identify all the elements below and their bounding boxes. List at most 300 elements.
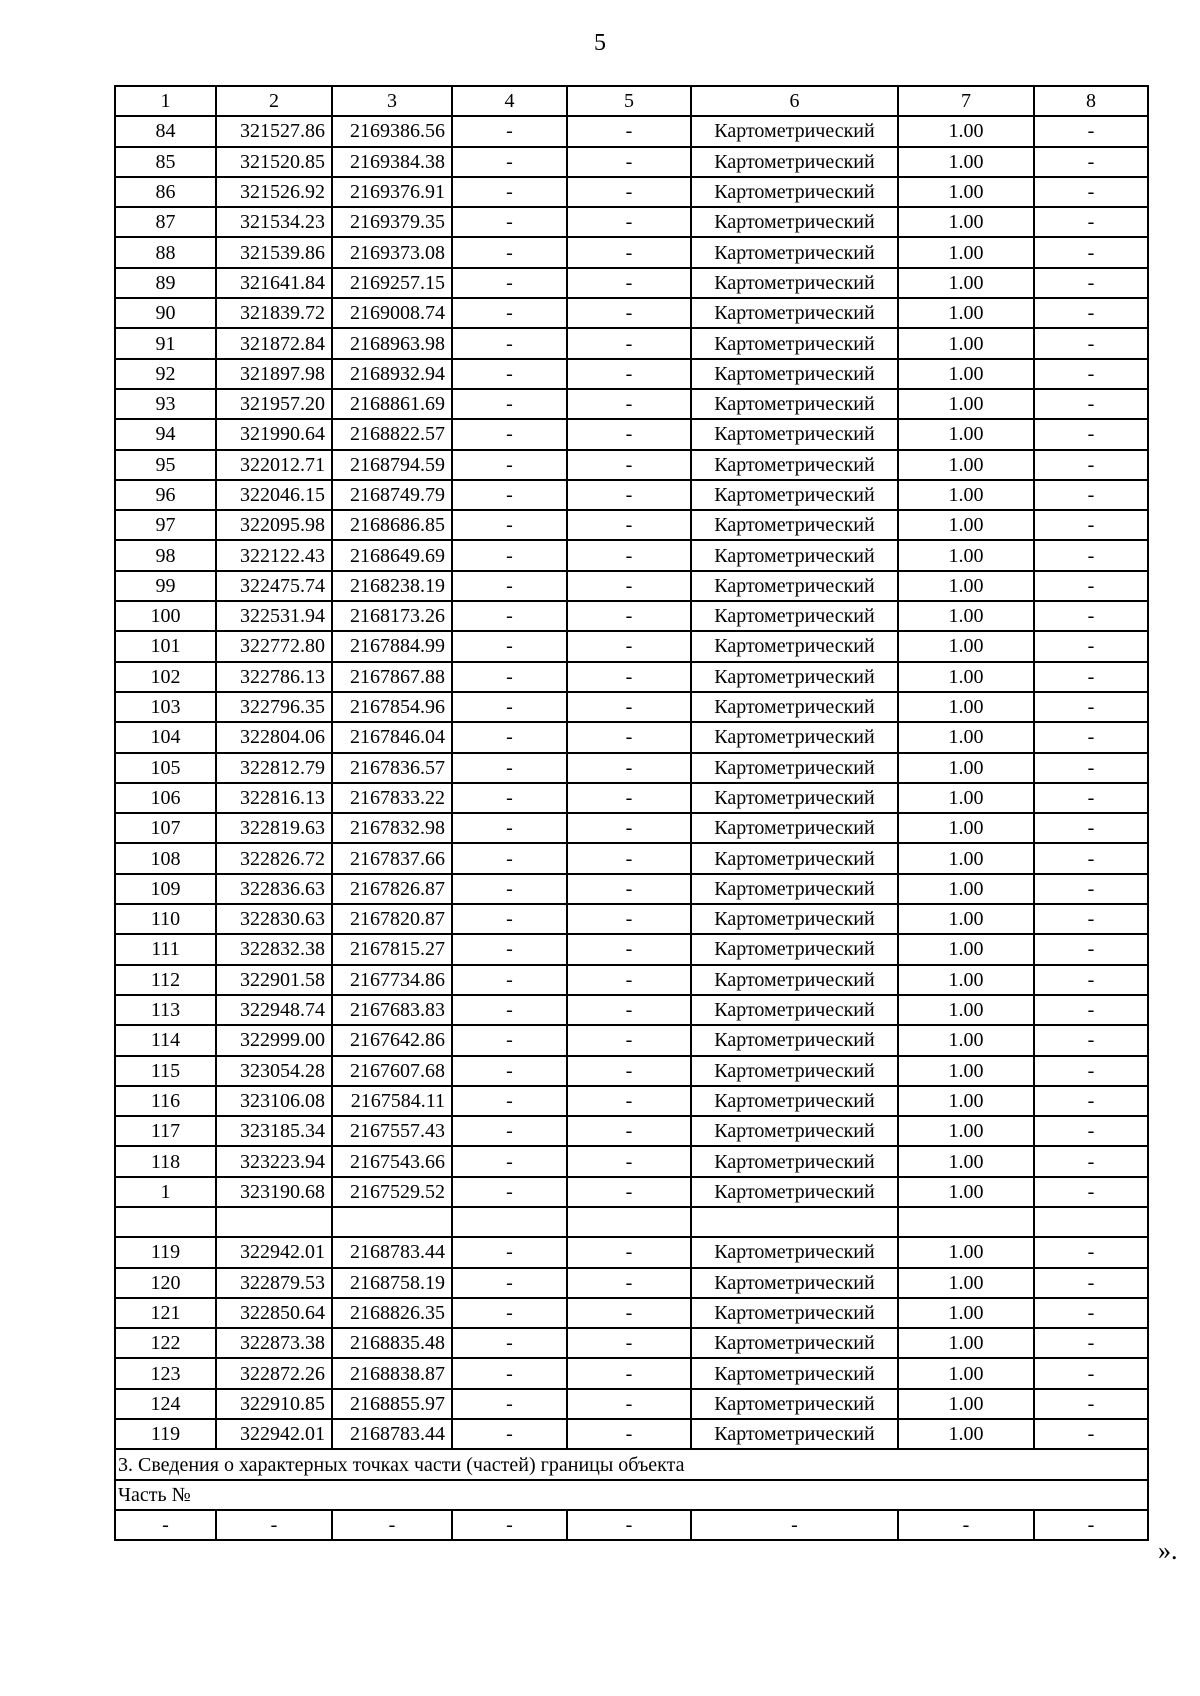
- table-cell: 110: [115, 904, 216, 934]
- table-cell: 114: [115, 1025, 216, 1055]
- table-cell: -: [691, 1510, 898, 1540]
- table-cell: -: [452, 965, 567, 995]
- table-cell: 2167543.66: [332, 1146, 452, 1176]
- table-cell: Картометрический: [691, 389, 898, 419]
- table-cell: 322826.72: [216, 843, 332, 873]
- table-cell: -: [1034, 328, 1148, 358]
- table-cell: -: [1034, 1146, 1148, 1176]
- table-cell: -: [452, 601, 567, 631]
- table-cell: 122: [115, 1328, 216, 1358]
- table-cell: Картометрический: [691, 450, 898, 480]
- table-cell: 2167854.96: [332, 692, 452, 722]
- table-cell: -: [1034, 722, 1148, 752]
- table-cell: 2168861.69: [332, 389, 452, 419]
- table-cell: Картометрический: [691, 965, 898, 995]
- table-cell: 5: [567, 86, 691, 116]
- table-row: [115, 843, 1148, 873]
- table-row: [115, 328, 1148, 358]
- table-cell: -: [567, 813, 691, 843]
- table-cell: 2169257.15: [332, 268, 452, 298]
- table-cell: 101: [115, 631, 216, 661]
- table-cell: 107: [115, 813, 216, 843]
- table-cell: -: [1034, 1510, 1148, 1540]
- table-row: [115, 662, 1148, 692]
- table-cell: -: [567, 1086, 691, 1116]
- table-cell: -: [567, 601, 691, 631]
- table-cell: 2168649.69: [332, 540, 452, 570]
- table-cell: Картометрический: [691, 722, 898, 752]
- table-cell: 117: [115, 1116, 216, 1146]
- table-cell: 1.00: [898, 1177, 1034, 1207]
- table-cell: 1.00: [898, 1268, 1034, 1298]
- table-cell: 2167846.04: [332, 722, 452, 752]
- table-cell: 323185.34: [216, 1116, 332, 1146]
- table-cell: -: [567, 419, 691, 449]
- table-cell: 94: [115, 419, 216, 449]
- table-cell: 119: [115, 1419, 216, 1449]
- table-cell: 2168173.26: [332, 601, 452, 631]
- table-cell: -: [898, 1510, 1034, 1540]
- table-row: [115, 1268, 1148, 1298]
- table-cell: -: [1034, 147, 1148, 177]
- table-cell: Картометрический: [691, 601, 898, 631]
- table-cell: -: [567, 843, 691, 873]
- table-cell: -: [567, 510, 691, 540]
- table-cell: 1.00: [898, 1328, 1034, 1358]
- table-cell: Картометрический: [691, 328, 898, 358]
- table-cell: -: [567, 783, 691, 813]
- table-cell: -: [567, 480, 691, 510]
- table-cell: -: [452, 1268, 567, 1298]
- table-row: [115, 389, 1148, 419]
- table-cell: 322122.43: [216, 540, 332, 570]
- table-cell: 322012.71: [216, 450, 332, 480]
- table-cell: -: [1034, 1298, 1148, 1328]
- table-cell: Картометрический: [691, 237, 898, 267]
- table-cell: 103: [115, 692, 216, 722]
- table-cell: 98: [115, 540, 216, 570]
- table-cell: 2167820.87: [332, 904, 452, 934]
- table-cell: 2168686.85: [332, 510, 452, 540]
- table-cell: 322804.06: [216, 722, 332, 752]
- table-cell: -: [115, 1510, 216, 1540]
- table-cell: 123: [115, 1358, 216, 1388]
- table-cell: -: [452, 1116, 567, 1146]
- table-cell: -: [567, 1419, 691, 1449]
- table-cell: 1.00: [898, 116, 1034, 146]
- table-cell: -: [567, 1025, 691, 1055]
- table-cell: -: [452, 359, 567, 389]
- section-3-title: [115, 1449, 1148, 1479]
- table-cell: -: [452, 1298, 567, 1328]
- table-cell: -: [452, 722, 567, 752]
- table-row: [115, 1056, 1148, 1086]
- table-cell: 1.00: [898, 965, 1034, 995]
- table-cell: -: [1034, 298, 1148, 328]
- table-row: [115, 965, 1148, 995]
- table-cell: -: [567, 934, 691, 964]
- table-cell: 1.00: [898, 419, 1034, 449]
- table-row: [115, 904, 1148, 934]
- table-cell: 2169384.38: [332, 147, 452, 177]
- table-cell: -: [1034, 116, 1148, 146]
- table-cell: 112: [115, 965, 216, 995]
- table-row: [115, 298, 1148, 328]
- table-cell: -: [216, 1510, 332, 1540]
- table-cell: -: [1034, 419, 1148, 449]
- table-row: [115, 1146, 1148, 1176]
- table-cell: 2168749.79: [332, 480, 452, 510]
- table-cell: 322832.38: [216, 934, 332, 964]
- table-cell: -: [567, 237, 691, 267]
- table-cell: -: [1034, 662, 1148, 692]
- table-cell: -: [1034, 843, 1148, 873]
- table-cell: -: [567, 1510, 691, 1540]
- table-row: [115, 1177, 1148, 1207]
- table-cell: -: [452, 934, 567, 964]
- table-row: [115, 601, 1148, 631]
- table-cell: -: [452, 298, 567, 328]
- table-cell: 1.00: [898, 1056, 1034, 1086]
- table-cell: Картометрический: [691, 298, 898, 328]
- table-cell: 96: [115, 480, 216, 510]
- table-cell: 1.00: [898, 1086, 1034, 1116]
- table-cell: 1.00: [898, 540, 1034, 570]
- table-cell: 121: [115, 1298, 216, 1328]
- table-cell: -: [1034, 692, 1148, 722]
- table-row: [115, 450, 1148, 480]
- table-cell: 1.00: [898, 1116, 1034, 1146]
- table-cell: 113: [115, 995, 216, 1025]
- table-row: [115, 147, 1148, 177]
- table-cell: Картометрический: [691, 874, 898, 904]
- page-number: 5: [594, 30, 606, 56]
- table-cell: 100: [115, 601, 216, 631]
- table-cell: -: [567, 1328, 691, 1358]
- table-cell: -: [452, 1025, 567, 1055]
- table-cell: -: [1034, 1358, 1148, 1388]
- table-row: [115, 1358, 1148, 1388]
- table-cell: -: [567, 1298, 691, 1328]
- table-cell: 2: [216, 86, 332, 116]
- table-cell: 1.00: [898, 207, 1034, 237]
- table-cell: 322942.01: [216, 1419, 332, 1449]
- table-row: [115, 1298, 1148, 1328]
- table-cell: 1.00: [898, 874, 1034, 904]
- table-cell: -: [452, 1086, 567, 1116]
- table-cell: 2168794.59: [332, 450, 452, 480]
- table-row: [115, 874, 1148, 904]
- table-cell: Картометрический: [691, 1116, 898, 1146]
- table-cell: Картометрический: [691, 268, 898, 298]
- table-cell: 1: [115, 1177, 216, 1207]
- table-cell: -: [1034, 540, 1148, 570]
- table-cell: 2168838.87: [332, 1358, 452, 1388]
- table-cell: 118: [115, 1146, 216, 1176]
- table-cell: [898, 1207, 1034, 1237]
- table-row: [115, 359, 1148, 389]
- table-cell: 321527.86: [216, 116, 332, 146]
- table-row: [115, 540, 1148, 570]
- table-cell: 2167584.11: [332, 1086, 452, 1116]
- table-cell: -: [1034, 601, 1148, 631]
- table-cell: Картометрический: [691, 1237, 898, 1267]
- table-cell: 321526.92: [216, 177, 332, 207]
- table-cell: 322872.26: [216, 1358, 332, 1388]
- table-cell: Картометрический: [691, 1268, 898, 1298]
- table-cell: 6: [691, 86, 898, 116]
- table-cell: -: [567, 571, 691, 601]
- table-cell: 321534.23: [216, 207, 332, 237]
- table-cell: 124: [115, 1389, 216, 1419]
- table-cell: -: [567, 177, 691, 207]
- table-empty-row: [115, 1207, 1148, 1237]
- table-cell: 1.00: [898, 934, 1034, 964]
- table-cell: -: [567, 631, 691, 661]
- table-cell: [332, 1207, 452, 1237]
- table-row: [115, 1025, 1148, 1055]
- table-cell: -: [567, 904, 691, 934]
- table-cell: -: [1034, 631, 1148, 661]
- table-cell: -: [1034, 1237, 1148, 1267]
- table-cell: 1.00: [898, 1146, 1034, 1176]
- table-cell: 104: [115, 722, 216, 752]
- table-cell: -: [1034, 1419, 1148, 1449]
- table-cell: -: [452, 1419, 567, 1449]
- table-cell: -: [567, 268, 691, 298]
- table-row: [115, 1328, 1148, 1358]
- part-number-label-text: Часть №: [115, 1480, 1148, 1510]
- table-cell: -: [567, 298, 691, 328]
- table-cell: -: [1034, 1177, 1148, 1207]
- table-cell: -: [452, 631, 567, 661]
- table-cell: 322816.13: [216, 783, 332, 813]
- table-row: [115, 934, 1148, 964]
- table-cell: Картометрический: [691, 904, 898, 934]
- table-cell: -: [1034, 359, 1148, 389]
- table-cell: 95: [115, 450, 216, 480]
- table-cell: 2168835.48: [332, 1328, 452, 1358]
- table-cell: 321839.72: [216, 298, 332, 328]
- table-cell: 115: [115, 1056, 216, 1086]
- table-cell: 1.00: [898, 1358, 1034, 1388]
- table-cell: 323054.28: [216, 1056, 332, 1086]
- table-cell: 4: [452, 86, 567, 116]
- table-cell: 106: [115, 783, 216, 813]
- table-cell: -: [1034, 1056, 1148, 1086]
- table-cell: 90: [115, 298, 216, 328]
- table-cell: 322873.38: [216, 1328, 332, 1358]
- table-cell: 2169373.08: [332, 237, 452, 267]
- table-row: [115, 177, 1148, 207]
- table-cell: 1.00: [898, 1298, 1034, 1328]
- table-cell: Картометрический: [691, 116, 898, 146]
- table-row: [115, 207, 1148, 237]
- table-cell: 119: [115, 1237, 216, 1267]
- table-cell: 84: [115, 116, 216, 146]
- table-cell: -: [1034, 874, 1148, 904]
- table-cell: 2167557.43: [332, 1116, 452, 1146]
- table-cell: 1.00: [898, 692, 1034, 722]
- table-cell: -: [567, 995, 691, 1025]
- table-row: [115, 419, 1148, 449]
- table-cell: 2167826.87: [332, 874, 452, 904]
- table-cell: -: [452, 995, 567, 1025]
- table-cell: 108: [115, 843, 216, 873]
- table-dash-row: [115, 1510, 1148, 1540]
- table-cell: [115, 1207, 216, 1237]
- table-cell: [1034, 1207, 1148, 1237]
- table-cell: 2169386.56: [332, 116, 452, 146]
- table-cell: Картометрический: [691, 783, 898, 813]
- table-cell: -: [1034, 783, 1148, 813]
- table-cell: 322999.00: [216, 1025, 332, 1055]
- table-cell: Картометрический: [691, 631, 898, 661]
- table-cell: 2167683.83: [332, 995, 452, 1025]
- table-row: [115, 783, 1148, 813]
- table-cell: -: [452, 177, 567, 207]
- table-cell: -: [452, 268, 567, 298]
- table-row: [115, 480, 1148, 510]
- table-cell: -: [452, 1510, 567, 1540]
- table-cell: 321539.86: [216, 237, 332, 267]
- table-cell: 3: [332, 86, 452, 116]
- table-cell: 1.00: [898, 753, 1034, 783]
- table-cell: -: [567, 1237, 691, 1267]
- table-cell: -: [1034, 965, 1148, 995]
- table-row: [115, 1237, 1148, 1267]
- table-cell: 2167832.98: [332, 813, 452, 843]
- table-cell: 2167815.27: [332, 934, 452, 964]
- table-cell: 321990.64: [216, 419, 332, 449]
- table-cell: -: [1034, 904, 1148, 934]
- table-cell: 2168932.94: [332, 359, 452, 389]
- table-cell: 2167867.88: [332, 662, 452, 692]
- table-cell: 322819.63: [216, 813, 332, 843]
- table-cell: 102: [115, 662, 216, 692]
- table-cell: 1.00: [898, 298, 1034, 328]
- table-cell: -: [1034, 177, 1148, 207]
- table-cell: 322942.01: [216, 1237, 332, 1267]
- table-row: [115, 510, 1148, 540]
- table-cell: 2167529.52: [332, 1177, 452, 1207]
- table-cell: -: [1034, 510, 1148, 540]
- table-cell: -: [1034, 237, 1148, 267]
- table-row: [115, 116, 1148, 146]
- table-cell: -: [567, 1146, 691, 1176]
- table-cell: 1.00: [898, 328, 1034, 358]
- table-cell: 2168758.19: [332, 1268, 452, 1298]
- table-cell: -: [452, 1237, 567, 1267]
- table-cell: 1.00: [898, 1237, 1034, 1267]
- part-number-label: [115, 1480, 1148, 1510]
- table-cell: -: [452, 450, 567, 480]
- table-cell: 1.00: [898, 783, 1034, 813]
- table-row: [115, 1389, 1148, 1419]
- table-cell: 322786.13: [216, 662, 332, 692]
- table-cell: 2169008.74: [332, 298, 452, 328]
- table-cell: -: [567, 540, 691, 570]
- table-cell: 99: [115, 571, 216, 601]
- table-cell: 1.00: [898, 510, 1034, 540]
- table-cell: 1.00: [898, 571, 1034, 601]
- table-cell: -: [332, 1510, 452, 1540]
- table-cell: 323223.94: [216, 1146, 332, 1176]
- table-cell: [691, 1207, 898, 1237]
- table-row: [115, 722, 1148, 752]
- table-cell: 120: [115, 1268, 216, 1298]
- table-cell: -: [1034, 1086, 1148, 1116]
- table-cell: 1.00: [898, 177, 1034, 207]
- table-cell: 88: [115, 237, 216, 267]
- table-cell: 1.00: [898, 450, 1034, 480]
- table-cell: -: [567, 662, 691, 692]
- table-cell: -: [1034, 450, 1148, 480]
- table-cell: 2167607.68: [332, 1056, 452, 1086]
- table-cell: Картометрический: [691, 1025, 898, 1055]
- table-cell: -: [567, 1389, 691, 1419]
- table-cell: 1.00: [898, 631, 1034, 661]
- table-cell: 2167836.57: [332, 753, 452, 783]
- table-cell: Картометрический: [691, 177, 898, 207]
- table-cell: 1.00: [898, 1389, 1034, 1419]
- table-cell: Картометрический: [691, 662, 898, 692]
- table-cell: 86: [115, 177, 216, 207]
- table-cell: -: [452, 237, 567, 267]
- table-cell: 1.00: [898, 662, 1034, 692]
- table-cell: [452, 1207, 567, 1237]
- table-row: [115, 692, 1148, 722]
- table-cell: -: [452, 1358, 567, 1388]
- table-cell: 1.00: [898, 480, 1034, 510]
- table-cell: 1.00: [898, 995, 1034, 1025]
- table-cell: 322901.58: [216, 965, 332, 995]
- table-cell: Картометрический: [691, 1298, 898, 1328]
- table-cell: 2168826.35: [332, 1298, 452, 1328]
- table-cell: -: [452, 571, 567, 601]
- table-row: [115, 1419, 1148, 1449]
- table-cell: -: [567, 207, 691, 237]
- table-cell: 322475.74: [216, 571, 332, 601]
- table-cell: 105: [115, 753, 216, 783]
- table-cell: 2168822.57: [332, 419, 452, 449]
- table-cell: Картометрический: [691, 1389, 898, 1419]
- table-cell: -: [1034, 480, 1148, 510]
- table-cell: -: [567, 1116, 691, 1146]
- table-cell: -: [452, 116, 567, 146]
- table-cell: -: [452, 813, 567, 843]
- table-cell: -: [1034, 813, 1148, 843]
- section-3-title-text: 3. Сведения о характерных точках части (частей) границы объекта: [115, 1449, 1148, 1479]
- table-cell: -: [567, 1358, 691, 1388]
- table-cell: -: [452, 328, 567, 358]
- table-cell: Картометрический: [691, 753, 898, 783]
- table-cell: -: [1034, 995, 1148, 1025]
- table-cell: -: [452, 1056, 567, 1086]
- table-cell: 1: [115, 86, 216, 116]
- table-cell: 322948.74: [216, 995, 332, 1025]
- table-cell: 2167642.86: [332, 1025, 452, 1055]
- table-cell: 2169379.35: [332, 207, 452, 237]
- table-cell: 2167734.86: [332, 965, 452, 995]
- table-cell: -: [452, 389, 567, 419]
- table-cell: 322850.64: [216, 1298, 332, 1328]
- table-cell: Картометрический: [691, 813, 898, 843]
- table-cell: 321641.84: [216, 268, 332, 298]
- table-cell: 2167884.99: [332, 631, 452, 661]
- table-cell: Картометрический: [691, 510, 898, 540]
- table-cell: Картометрический: [691, 1419, 898, 1449]
